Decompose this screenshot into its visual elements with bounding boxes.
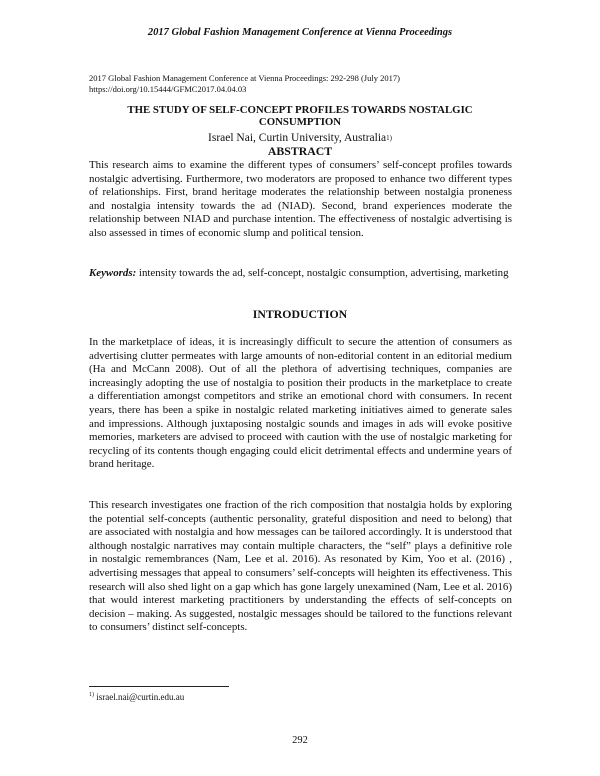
abstract-heading: ABSTRACT [267, 144, 333, 158]
author-text: Israel Nai, Curtin University, Australia [208, 132, 387, 144]
citation-block [89, 73, 529, 95]
title-line-1: THE STUDY OF SELF-CONCEPT PROFILES TOWARDS NOSTALGIC [127, 104, 473, 116]
keywords-text: intensity towards the ad, self-concept, nostalgic consumption, advertising, marketing [136, 267, 509, 279]
introduction-paragraph-2: This research investigates one fraction of the rich composition that nostalgia holds by exploring the potential self-concepts (authentic personality, grateful disposition and need to belong) that are associated with nostalgia and how messages can be tailored accordingly. It is understood that although nostalgic narratives may contain multiple characters, the “self” plays a definitive role in nostalgic remembrances (Nam, Lee et al. 2016). As resonated by Kim, Yoo et al. (2016) , advertising messages that appeal to consumers’ self-concepts will heighten its effectiveness. This research will also shed light on a gap which has gone largely unexamined (Nam, Lee et al. 2016) that would interest marketing practitioners by understanding the effects of self-concepts on decision – making. As suggested, nostalgic messages should be tailored to the functions relevant to consumers’ distinct self-concepts. [89, 499, 512, 634]
introduction-heading: INTRODUCTION [252, 307, 348, 321]
doi-link[interactable]: https://doi.org/10.15444/GFMC2017.04.04.03 [89, 84, 247, 94]
footnote-divider [89, 686, 229, 687]
author-footnote-mark: 1) [386, 134, 392, 142]
footnote [89, 692, 184, 702]
footnote-mark: 1) [89, 692, 94, 698]
title-line-2: CONSUMPTION [258, 116, 342, 128]
paper-title [89, 104, 511, 128]
footnote-email[interactable]: israel.nai@curtin.edu.au [94, 692, 185, 702]
introduction-paragraph-1: In the marketplace of ideas, it is increasingly difficult to secure the attention of consumers as advertising clutter permeates with large amounts of non-editorial content in an editorial medium (Ha and McCann 2008). Out of all the plethora of advertising techniques, companies are increasingly adopting the use of nostalgia to position their products in the marketplace to create a differentiation amongst competitors and strike an emotional chord with consumers. In recent years, there has been a spike in nostalgic related marketing initiatives aimed to generate sales and impressions. Although juxtaposing nostalgic sounds and images in ads will evoke positive memories, marketers are advised to proceed with caution with the use of nostalgic marketing for recycling of its contents though engaging could elicit detrimental effects and undermine years of brand heritage. [89, 336, 512, 471]
page-number: 292 [292, 735, 308, 746]
citation-line: 2017 Global Fashion Management Conference at Vienna Proceedings: 292-298 (July 2017) [89, 73, 400, 83]
keywords-label: Keywords: [89, 267, 137, 279]
abstract-body: This research aims to examine the different types of consumers’ self-concept profiles towards nostalgic advertising. Furthermore, two moderators are proposed to enhance two different types of relationships. First, brand heritage moderates the relationship between nostalgia proneness and nostalgia intensity towards the ad (NIAD). Second, brand experiences moderate the relationship between NIAD and purchase intention. The effectiveness of nostalgic advertising is also assessed in times of economic slump and political tension. [89, 159, 512, 239]
running-header: 2017 Global Fashion Management Conference at Vienna Proceedings [147, 27, 453, 38]
keywords [89, 267, 512, 281]
